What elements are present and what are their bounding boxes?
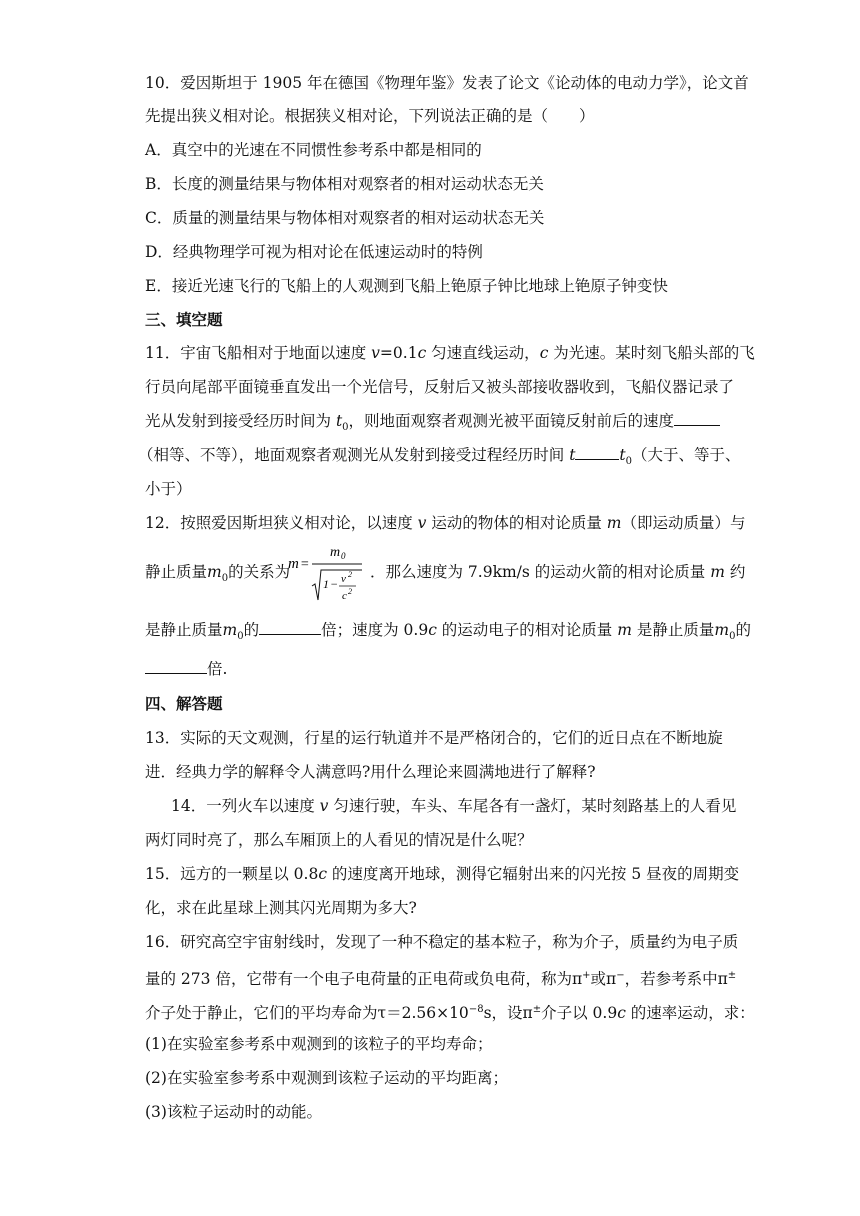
section-fill-in-title: 三、填空题 bbox=[145, 310, 223, 329]
q12-text: 运动的物体的相对论质量 bbox=[426, 514, 607, 532]
q16-superscript: + bbox=[582, 970, 591, 981]
q12-text: 倍；速度为 0.9 bbox=[321, 621, 429, 639]
q12-text: 静止质量 bbox=[145, 563, 208, 581]
q16-superscript: − bbox=[616, 970, 625, 981]
q11-subscript: 0 bbox=[625, 456, 633, 468]
q12-text: 约 bbox=[724, 563, 746, 581]
relativistic-mass-formula bbox=[286, 540, 366, 604]
q16-text: ，若参考系中π bbox=[624, 970, 728, 989]
q14-var-v: v bbox=[319, 797, 329, 815]
q13-line-1: 13．实际的天文观测，行星的运行轨道并不是严格闭合的，它们的近日点在不断地旋 bbox=[145, 729, 723, 747]
q12-text: 的 bbox=[735, 621, 751, 639]
q15-text: 的速度离开地球，测得它辐射出来的闪光按 5 昼夜的周期变 bbox=[327, 865, 740, 883]
q11-var-t0: t bbox=[619, 446, 626, 464]
q11-var-v: v bbox=[371, 344, 380, 362]
q16-text: 介子以 0.9 bbox=[541, 1004, 618, 1023]
q11-var-c: c bbox=[539, 344, 549, 362]
formula-c-exp: 2 bbox=[348, 587, 352, 596]
q14-line-2: 两灯同时亮了，那么车厢顶上的人看见的情况是什么呢？ bbox=[145, 831, 533, 849]
q13-line-2: 进．经典力学的解释令人满意吗?用什么理论来圆满地进行了解释? bbox=[145, 763, 596, 781]
formula-c: c bbox=[342, 590, 347, 602]
q16-part-1: (1)在实验室参考系中观测到的该粒子的平均寿命； bbox=[145, 1035, 493, 1053]
q11-text: 为光速。某时刻飞船头部的飞 bbox=[548, 344, 755, 362]
q10-option-b: B．长度的测量结果与物体相对观察者的相对运动状态无关 bbox=[145, 175, 544, 193]
q10-option-e: E．接近光速飞行的飞船上的人观测到飞船上铯原子钟比地球上铯原子钟变快 bbox=[145, 277, 668, 295]
q11-text: （相等、不等），地面观察者观测光从发射到接受过程经历时间 bbox=[138, 446, 570, 464]
q12-text: 是静止质量 bbox=[145, 621, 223, 639]
q12-text: 的关系为 bbox=[228, 563, 291, 581]
q12-var-m: m bbox=[617, 621, 632, 639]
q11-text: 11．宇宙飞船相对于地面以速度 bbox=[145, 344, 372, 362]
q16-text: 量的 273 倍，它带有一个电子电荷量的正电荷或负电荷，称为π bbox=[145, 970, 583, 989]
q12-line-2b bbox=[370, 562, 745, 582]
q12-text: 的运动电子的相对论质量 bbox=[436, 621, 618, 639]
formula-one: 1 bbox=[323, 577, 329, 591]
q14-text: 匀速行驶，车头、车尾各有一盏灯，某时刻路基上的人看见 bbox=[328, 797, 737, 815]
q11-line-5: 小于） bbox=[145, 480, 192, 498]
q11-text: 匀速直线运动， bbox=[426, 344, 540, 362]
q15-var-c: c bbox=[318, 865, 327, 883]
q12-subscript: 0 bbox=[221, 573, 229, 585]
q11-line-3 bbox=[145, 411, 720, 438]
q11-text: ，则地面观察者观测光被平面镜反射前后的速度 bbox=[348, 412, 675, 430]
q12-line-3 bbox=[145, 620, 751, 647]
formula-numerator-m0: m bbox=[330, 545, 341, 560]
q12-line-1 bbox=[145, 513, 746, 533]
q16-text: 介子处于静止，它们的平均寿命为τ＝2.56×10 bbox=[145, 1004, 469, 1023]
q12-var-m: m bbox=[606, 514, 622, 532]
q16-superscript: −8 bbox=[468, 1004, 484, 1015]
q12-var-m: m bbox=[710, 563, 725, 581]
q16-text: 或π bbox=[590, 970, 617, 989]
q11-line-4 bbox=[138, 445, 741, 472]
q11-var-t: t bbox=[569, 446, 576, 464]
q15-line-2: 化，求在此星球上测其闪光周期为多大? bbox=[145, 899, 417, 917]
q11-text: 光从发射到接受经历时间为 bbox=[145, 412, 336, 430]
q10-stem-line-2: 先提出狭义相对论。根据狭义相对论，下列说法正确的是（ ） bbox=[145, 107, 595, 125]
formula-minus: − bbox=[330, 577, 339, 591]
q12-answer-blank-1[interactable] bbox=[259, 620, 321, 635]
q14-text: 14．一列火车以速度 bbox=[171, 797, 320, 815]
q10-option-d: D．经典物理学可视为相对论在低速运动时的特例 bbox=[145, 243, 483, 261]
q16-text: s，设π bbox=[483, 1004, 533, 1023]
q11-line-1 bbox=[145, 343, 755, 363]
q15-line-1 bbox=[145, 864, 739, 884]
q12-var-m0: m bbox=[222, 621, 238, 639]
q16-superscript: ± bbox=[532, 1004, 542, 1015]
q12-text: 倍. bbox=[207, 660, 228, 678]
q12-var-m0: m bbox=[714, 621, 730, 639]
q15-text: 15．远方的一颗星以 0.8 bbox=[145, 865, 319, 883]
section-answer-title: 四、解答题 bbox=[145, 694, 223, 713]
q16-text: 的速率运动，求： bbox=[625, 1004, 755, 1023]
q12-var-c: c bbox=[428, 621, 437, 639]
q11-text: =0.1 bbox=[379, 344, 418, 362]
q12-line-4 bbox=[145, 659, 227, 679]
q12-subscript: 0 bbox=[237, 631, 244, 643]
q10-option-c: C．质量的测量结果与物体相对观察者的相对运动状态无关 bbox=[145, 209, 545, 227]
q16-part-3: (3)该粒子运动时的动能。 bbox=[145, 1103, 322, 1121]
q11-answer-blank-2[interactable] bbox=[575, 445, 619, 460]
q16-line-1: 16．研究高空宇宙射线时，发现了一种不稳定的基本粒子，称为介子，质量约为电子质 bbox=[145, 933, 739, 951]
q12-subscript: 0 bbox=[729, 631, 736, 643]
q10-option-a: A．真空中的光速在不同惯性参考系中都是相同的 bbox=[145, 141, 482, 159]
formula-v: v bbox=[341, 573, 346, 585]
formula-v-exp: 2 bbox=[348, 570, 352, 579]
q12-line-2a bbox=[145, 562, 290, 589]
q12-text: 12．按照爱因斯坦狭义相对论，以速度 bbox=[145, 514, 418, 532]
q16-superscript: ± bbox=[727, 970, 737, 981]
q16-line-2 bbox=[145, 966, 736, 989]
q11-subscript: 0 bbox=[342, 422, 349, 434]
q16-line-3 bbox=[145, 1000, 755, 1023]
q11-var-t0: t bbox=[335, 412, 343, 430]
formula-equals: = bbox=[300, 557, 310, 572]
q10-stem-line-1: 10．爱因斯坦于 1905 年在德国《物理年鉴》发表了论文《论动体的电动力学》，论文首 bbox=[145, 74, 749, 92]
q16-var-c: c bbox=[617, 1004, 626, 1023]
q12-text: 的 bbox=[243, 621, 260, 639]
q14-line-1 bbox=[171, 796, 736, 816]
q12-var-v: v bbox=[417, 514, 427, 532]
formula-m: m bbox=[288, 556, 299, 572]
q12-text: （即运动质量）与 bbox=[621, 514, 746, 532]
q11-var-c: c bbox=[417, 344, 427, 362]
q11-line-2: 行员向尾部平面镜垂直发出一个光信号，反射后又被头部接收器收到，飞船仪器记录了 bbox=[145, 378, 735, 396]
q12-answer-blank-2[interactable] bbox=[145, 659, 207, 674]
q11-answer-blank-1[interactable] bbox=[674, 411, 720, 426]
formula-numerator-sub: 0 bbox=[341, 551, 346, 561]
q16-part-2: (2)在实验室参考系中观测到该粒子运动的平均距离； bbox=[145, 1069, 508, 1087]
q11-text: （大于、等于、 bbox=[632, 446, 741, 464]
q12-text: ．那么速度为 7.9km/s 的运动火箭的相对论质量 bbox=[370, 563, 711, 581]
q12-var-m0: m bbox=[207, 563, 222, 581]
q12-text: 是静止质量 bbox=[631, 621, 715, 639]
